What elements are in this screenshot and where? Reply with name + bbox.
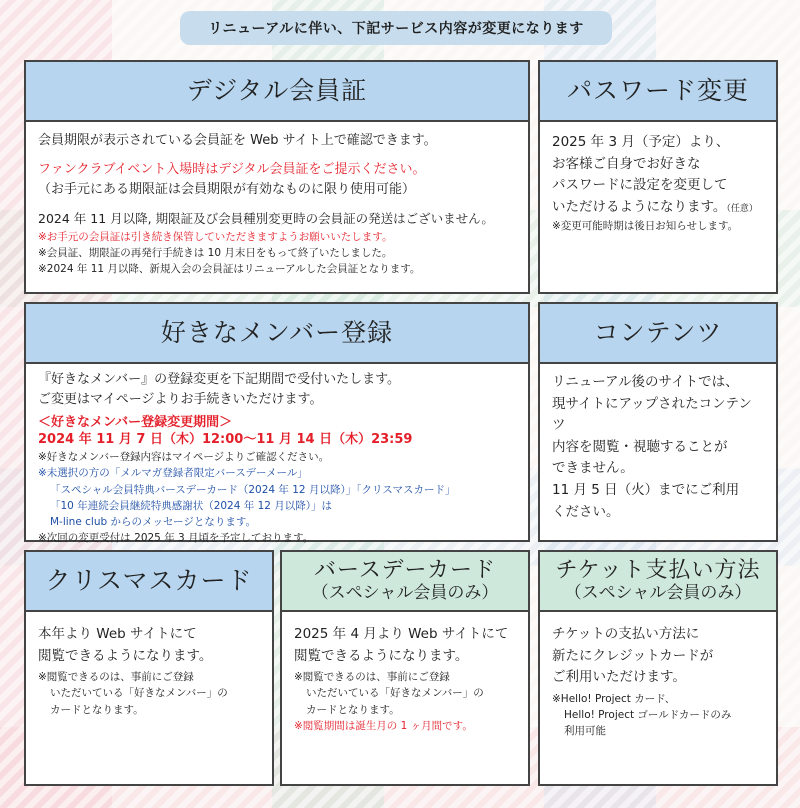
ticket-payment-header bbox=[540, 552, 776, 612]
contents-line-4: できません。 bbox=[552, 460, 634, 477]
birthday-card-subtitle: （スペシャル会員のみ） bbox=[311, 583, 499, 604]
password-optional: （任意） bbox=[726, 203, 758, 214]
ticket-payment-title: チケット支払い方法 bbox=[555, 558, 761, 584]
contents-header bbox=[540, 304, 776, 364]
contents-title: コンテンツ bbox=[593, 318, 723, 348]
xmas-line-2: 閲覧できるようになります。 bbox=[38, 647, 213, 664]
christmas-card-title: クリスマスカード bbox=[45, 566, 253, 596]
password-line-4-text: いただけるようになります。 bbox=[552, 198, 727, 215]
ticket-line-2: 新たにクレジットカードが bbox=[552, 647, 714, 664]
contents-line-6: ください。 bbox=[552, 503, 620, 520]
digital-note-3: ※2024 年 11 月以降、新規入会の会員証はリニューアルした会員証となります。 bbox=[38, 263, 421, 276]
password-panel bbox=[538, 60, 778, 294]
password-line-2: お客様ご自身でお好きな bbox=[552, 155, 701, 172]
birthday-line-2: 閲覧できるようになります。 bbox=[294, 647, 469, 664]
digital-note-1: ※お手元の会員証は引き続き保管していただきますようお願いいたします。 bbox=[38, 230, 393, 243]
birthday-note-3: カードとなります。 bbox=[306, 703, 400, 716]
notice-banner: リニューアルに伴い、下記サービス内容が変更になります bbox=[180, 11, 612, 45]
digital-red-line: ファンクラブイベント入場時はデジタル会員証をご提示ください。 bbox=[38, 162, 426, 178]
member-period-heading: ＜好きなメンバー登録変更期間＞ bbox=[38, 415, 233, 431]
digital-note-2: ※会員証、期限証の再発行手続きは 10 月末日をもって終了いたしました。 bbox=[38, 247, 393, 260]
favorite-member-header bbox=[26, 304, 528, 364]
password-note: ※変更可能時期は後日お知らせします。 bbox=[552, 220, 739, 233]
xmas-note-2: いただいている「好きなメンバー」の bbox=[50, 687, 228, 700]
ticket-note-1: ※Hello! Project カード、 bbox=[552, 692, 676, 705]
ticket-note-2: Hello! Project ゴールドカードのみ bbox=[564, 709, 732, 722]
ticket-line-1: チケットの支払い方法に bbox=[552, 626, 700, 642]
password-line-4 bbox=[552, 197, 764, 219]
digital-card-header bbox=[26, 62, 528, 122]
xmas-line-1: 本年より Web サイトにて bbox=[38, 626, 197, 642]
member-note-6: ※次回の変更受付は 2025 年 3 月頃を予定しております。 bbox=[38, 532, 314, 545]
ticket-payment-subtitle: （スペシャル会員のみ） bbox=[564, 583, 752, 604]
password-line-1: 2025 年 3 月（予定）より、 bbox=[552, 134, 730, 150]
member-note-4: 「10 年連続会員継続特典感謝状（2024 年 12 月以降）」は bbox=[50, 499, 333, 512]
xmas-note-3: カードとなります。 bbox=[50, 703, 144, 716]
contents-line-3: 内容を閲覧・視聴することが bbox=[552, 438, 728, 455]
member-note-5: M-line club からのメッセージとなります。 bbox=[50, 516, 257, 529]
contents-line-2: 現サイトにアップされたコンテンツ bbox=[552, 395, 752, 434]
favorite-member-title: 好きなメンバー登録 bbox=[160, 318, 394, 348]
contents-panel bbox=[538, 302, 778, 542]
member-note-2: ※未選択の方の「メルマガ登録者限定バースデーメール」 bbox=[38, 467, 308, 480]
digital-card-panel bbox=[24, 60, 530, 294]
birthday-card-title: バースデーカード bbox=[313, 558, 497, 584]
christmas-card-header bbox=[26, 552, 272, 612]
ticket-payment-panel bbox=[538, 550, 778, 786]
digital-line-3: 2024 年 11 月以降, 期限証及び会員種別変更時の会員証の発送はございません。 bbox=[38, 211, 494, 227]
member-line-2: ご変更はマイページよりお手続きいただけます。 bbox=[38, 392, 323, 408]
contents-line-1: リニューアル後のサイトでは、 bbox=[552, 374, 739, 390]
digital-line-2: （お手元にある期限証は会員期限が有効なものに限り使用可能） bbox=[38, 182, 416, 198]
digital-line-1: 会員期限が表示されている会員証を Web サイト上で確認できます。 bbox=[38, 133, 437, 148]
password-header bbox=[540, 62, 776, 122]
member-note-1: ※好きなメンバー登録内容はマイページよりご確認ください。 bbox=[38, 451, 330, 464]
xmas-note-1: ※閲覧できるのは、事前にご登録 bbox=[38, 671, 194, 684]
birthday-red-note: ※閲覧期間は誕生月の 1 ヶ月間です。 bbox=[294, 719, 473, 732]
favorite-member-panel bbox=[24, 302, 530, 545]
password-title: パスワード変更 bbox=[566, 76, 749, 106]
christmas-card-panel bbox=[24, 550, 274, 786]
birthday-card-panel bbox=[280, 550, 530, 786]
member-note-3: 「スペシャル会員特典バースデーカード（2024 年 12 月以降）」「クリスマスカード」 bbox=[50, 483, 456, 496]
ticket-line-3: ご利用いただけます。 bbox=[552, 669, 686, 686]
contents-line-5: 11 月 5 日（火）までにご利用 bbox=[552, 481, 740, 498]
password-line-3: パスワードに設定を変更して bbox=[552, 177, 728, 194]
digital-card-title: デジタル会員証 bbox=[186, 76, 368, 106]
birthday-note-2: いただいている「好きなメンバー」の bbox=[306, 687, 484, 700]
birthday-line-1: 2025 年 4 月より Web サイトにて bbox=[294, 626, 509, 642]
birthday-card-header bbox=[282, 552, 528, 612]
birthday-note-1: ※閲覧できるのは、事前にご登録 bbox=[294, 671, 450, 684]
member-line-1: 『好きなメンバー』の登録変更を下記期間で受付いたします。 bbox=[38, 372, 401, 387]
member-period: 2024 年 11 月 7 日（木）12:00〜11 月 14 日（木）23:59 bbox=[38, 432, 413, 448]
ticket-note-3: 利用可能 bbox=[564, 725, 606, 738]
